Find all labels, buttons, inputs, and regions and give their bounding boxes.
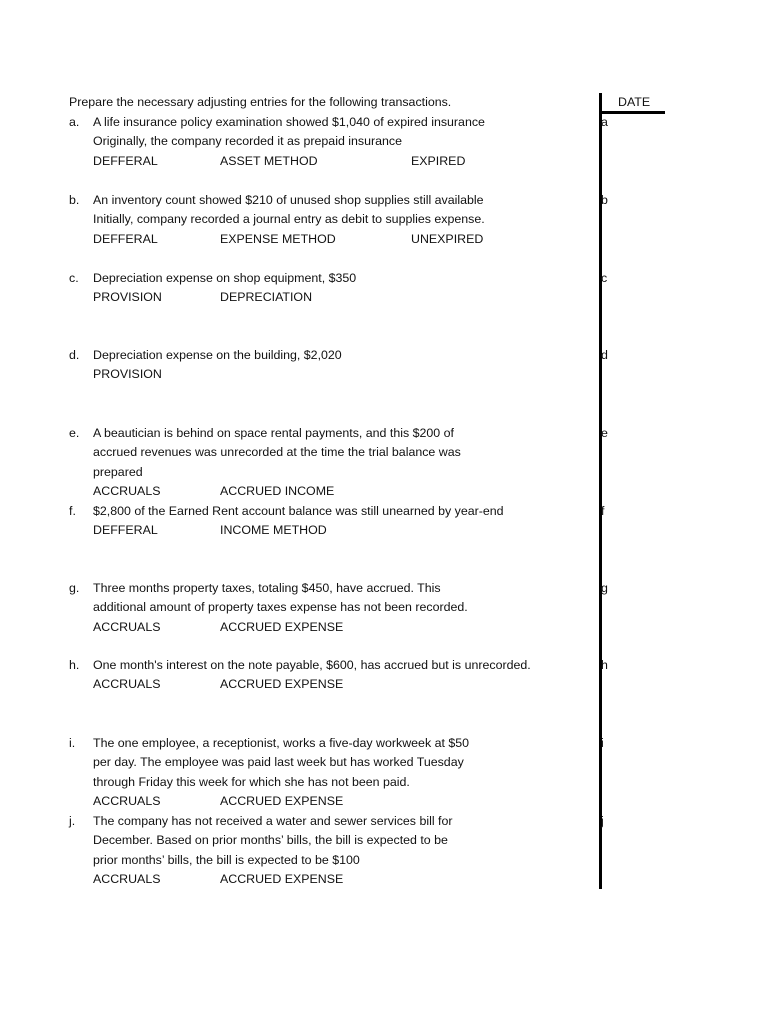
item-text-line: Depreciation expense on the building, $2,020 bbox=[93, 348, 342, 362]
classification-tag: EXPIRED bbox=[411, 153, 466, 168]
classification-tag: ACCRUED EXPENSE bbox=[220, 794, 344, 809]
item-letter: i. bbox=[69, 736, 76, 750]
item-text-line: per day. The employee was paid last week but has worked Tuesday bbox=[93, 755, 464, 770]
date-marker: f bbox=[601, 504, 605, 518]
item-text-line: Originally, the company recorded it as prepaid insurance bbox=[93, 134, 403, 149]
classification-tag: ASSET METHOD bbox=[220, 153, 318, 168]
classification-tag: DEPRECIATION bbox=[220, 290, 313, 305]
classification-tag: DEFFERAL bbox=[93, 231, 158, 246]
item-text-line: One month's interest on the note payable, $600, has accrued but is unrecorded. bbox=[93, 658, 531, 672]
classification-tag: PROVISION bbox=[93, 367, 162, 382]
date-marker: h bbox=[601, 658, 608, 672]
date-marker: g bbox=[601, 581, 608, 595]
classification-tag: UNEXPIRED bbox=[411, 231, 484, 246]
classification-tag: ACCRUED EXPENSE bbox=[220, 677, 344, 692]
item-letter: g. bbox=[69, 581, 80, 595]
classification-tag: DEFFERAL bbox=[93, 153, 158, 168]
date-column-rule bbox=[599, 93, 605, 889]
item-text-line: $2,800 of the Earned Rent account balance was still unearned by year-end bbox=[93, 504, 504, 518]
item-text-line: through Friday this week for which she has not been paid. bbox=[93, 774, 410, 789]
item-letter: j. bbox=[69, 814, 76, 828]
classification-tag: ACCRUED EXPENSE bbox=[220, 872, 344, 887]
classification-tag: ACCRUALS bbox=[93, 794, 161, 809]
item-text-line: prior months’ bills, the bill is expected to be $100 bbox=[93, 852, 360, 867]
item-text-line: prepared bbox=[93, 464, 143, 479]
item-letter: h. bbox=[69, 658, 80, 672]
date-marker: b bbox=[601, 193, 608, 207]
classification-tag: ACCRUALS bbox=[93, 484, 161, 499]
date-marker: i bbox=[601, 736, 604, 750]
item-text-line: The one employee, a receptionist, works a five-day workweek at $50 bbox=[93, 736, 470, 750]
classification-tag: ACCRUALS bbox=[93, 872, 161, 887]
item-text-line: Three months property taxes, totaling $450, have accrued. This bbox=[93, 581, 441, 595]
item-text-line: December. Based on prior months’ bills, the bill is expected to be bbox=[93, 833, 448, 848]
date-marker: j bbox=[601, 814, 604, 828]
item-text-line: A life insurance policy examination showed $1,040 of expired insurance bbox=[93, 115, 485, 129]
date-marker: e bbox=[601, 426, 608, 440]
item-text-line: Depreciation expense on shop equipment, $350 bbox=[93, 271, 357, 285]
date-header: DATE bbox=[618, 95, 651, 109]
classification-tag: INCOME METHOD bbox=[220, 523, 327, 538]
item-text-line: accrued revenues was unrecorded at the time the trial balance was bbox=[93, 445, 461, 460]
item-letter: a. bbox=[69, 115, 80, 129]
item-letter: d. bbox=[69, 348, 80, 362]
classification-tag: ACCRUALS bbox=[93, 619, 161, 634]
classification-tag: PROVISION bbox=[93, 290, 162, 305]
date-marker: d bbox=[601, 348, 608, 362]
date-marker: a bbox=[601, 115, 608, 129]
item-letter: f. bbox=[69, 504, 76, 518]
item-text-line: additional amount of property taxes expense has not been recorded. bbox=[93, 600, 468, 615]
date-header-underline bbox=[599, 111, 665, 114]
classification-tag: DEFFERAL bbox=[93, 523, 158, 538]
item-text-line: An inventory count showed $210 of unused shop supplies still available bbox=[93, 193, 484, 207]
classification-tag: ACCRUED INCOME bbox=[220, 484, 335, 499]
item-letter: c. bbox=[69, 271, 79, 285]
item-letter: b. bbox=[69, 193, 80, 207]
classification-tag: EXPENSE METHOD bbox=[220, 231, 336, 246]
item-text-line: Initially, company recorded a journal entry as debit to supplies expense. bbox=[93, 212, 485, 227]
item-text-line: A beautician is behind on space rental payments, and this $200 of bbox=[93, 426, 454, 440]
date-marker: c bbox=[601, 271, 608, 285]
instructions: Prepare the necessary adjusting entries for the following transactions. bbox=[69, 95, 452, 109]
item-letter: e. bbox=[69, 426, 80, 440]
classification-tag: ACCRUED EXPENSE bbox=[220, 619, 344, 634]
item-text-line: The company has not received a water and sewer services bill for bbox=[93, 814, 453, 828]
classification-tag: ACCRUALS bbox=[93, 677, 161, 692]
